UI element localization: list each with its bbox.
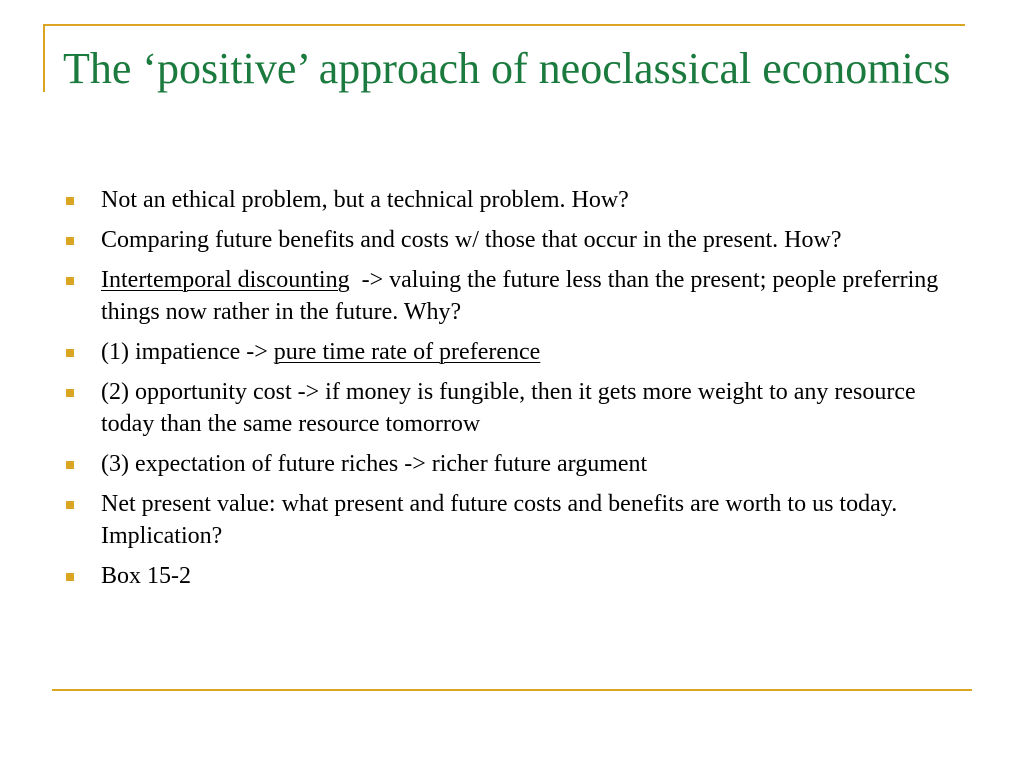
bullet-item-7 <box>66 488 946 552</box>
bullet-text: Box 15-2 <box>101 563 191 589</box>
bullet-text: Not an ethical problem, but a technical problem. How? <box>101 187 629 213</box>
bullet-text: (2) opportunity cost -> if money is fungible, then it gets more weight to any resource today than the same resource tomorrow <box>101 379 916 437</box>
bullet-text: -> valuing the future less than the present; people preferring things now rather in the future. Why? <box>101 267 945 325</box>
bullet-item-1 <box>66 184 946 216</box>
bullet-text: (1) impatience -> <box>101 339 274 365</box>
underlined-term: pure time rate of preference <box>273 339 541 365</box>
frame-top-rule <box>43 24 965 26</box>
square-bullet-icon <box>66 501 74 509</box>
bullet-text: Comparing future benefits and costs w/ those that occur in the present. How? <box>101 227 842 253</box>
bullet-item-2 <box>66 224 946 256</box>
square-bullet-icon <box>66 237 74 245</box>
square-bullet-icon <box>66 461 74 469</box>
square-bullet-icon <box>66 573 74 581</box>
frame-left-rule <box>43 24 45 92</box>
bullet-text: Net present value: what present and future costs and benefits are worth to us today. Implication? <box>101 491 898 549</box>
square-bullet-icon <box>66 349 74 357</box>
square-bullet-icon <box>66 197 74 205</box>
frame-bottom-rule <box>52 689 972 691</box>
bullet-item-6 <box>66 448 946 480</box>
bullet-text: (3) expectation of future riches -> richer future argument <box>101 451 648 477</box>
underlined-term: Intertemporal discounting <box>101 267 350 293</box>
bullet-item-3 <box>66 264 946 328</box>
bullet-list <box>66 184 946 600</box>
square-bullet-icon <box>66 389 74 397</box>
slide-title: The ‘positive’ approach of neoclassical economics <box>63 44 951 93</box>
bullet-item-5 <box>66 376 946 440</box>
bullet-item-8 <box>66 560 946 592</box>
square-bullet-icon <box>66 277 74 285</box>
bullet-item-4 <box>66 336 946 368</box>
